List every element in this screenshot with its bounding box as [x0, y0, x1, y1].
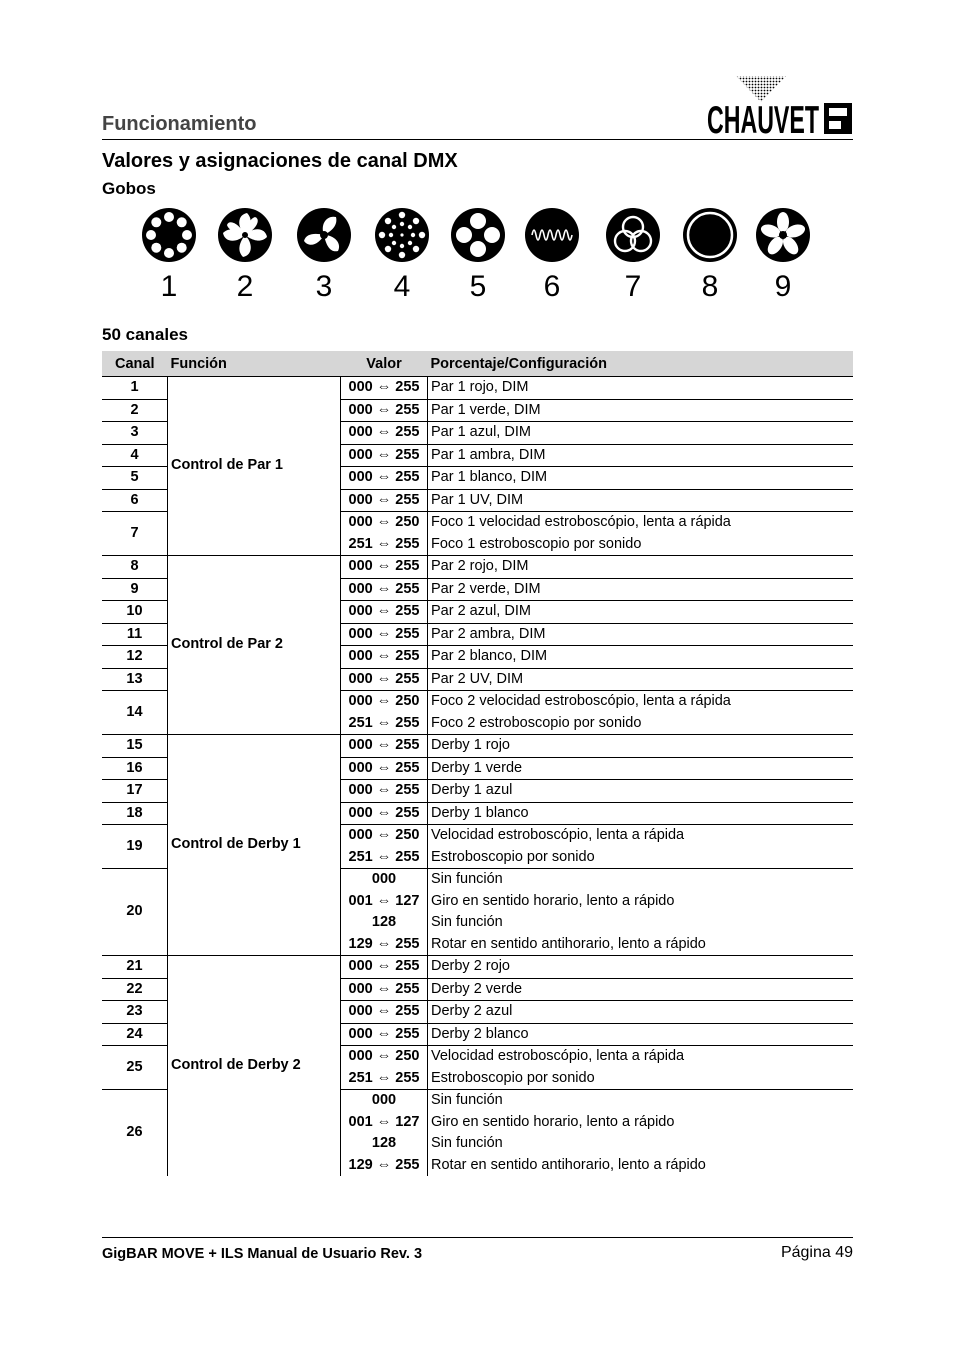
value-description: Velocidad estroboscópio, lenta a rápida: [428, 1046, 854, 1068]
gobo-number: 7: [624, 270, 642, 303]
gobo-item: [681, 207, 739, 303]
value-range: 251 ⇔ 255: [341, 534, 428, 556]
channel-number: 13: [102, 668, 168, 691]
value-range: 000 ⇔ 250: [341, 691, 428, 713]
value-range: 000 ⇔ 255: [341, 956, 428, 979]
channel-number: 25: [102, 1046, 168, 1090]
value-description: Giro en sentido horario, lento a rápido: [431, 1113, 675, 1130]
gobo-item: [373, 207, 431, 303]
value-description: Sin función: [431, 1135, 503, 1151]
channel-number: 26: [102, 1090, 168, 1177]
gobo-ring-icon: [682, 207, 738, 263]
value-range: 128: [341, 1133, 428, 1155]
channel-number: 22: [102, 978, 168, 1001]
header-canal: Canal: [102, 351, 168, 377]
gobo-number: 9: [774, 270, 792, 303]
value-description: Derby 2 blanco: [428, 1023, 854, 1046]
table-row: [102, 956, 853, 979]
value-description: Foco 2 estroboscopio por sonido: [431, 714, 642, 731]
value-description: Derby 1 verde: [428, 757, 854, 780]
gobo-item: [216, 207, 274, 303]
table-header-row: [102, 351, 853, 377]
value-description: Par 2 ambra, DIM: [428, 623, 854, 646]
channel-number: 5: [102, 467, 168, 490]
value-description: Par 2 rojo, DIM: [428, 556, 854, 579]
gobo-item: [754, 207, 812, 303]
gobo-number: 3: [315, 270, 333, 303]
value-description: Par 1 ambra, DIM: [428, 444, 854, 467]
channel-number: 24: [102, 1023, 168, 1046]
value-range: 251 ⇔ 255: [341, 1068, 428, 1090]
value-range: 000 ⇔ 255: [341, 422, 428, 445]
chauvet-dj-logo: [706, 74, 854, 142]
value-description: Foco 2 velocidad estroboscópio, lenta a rápida: [428, 691, 854, 713]
value-range: 000 ⇔ 250: [341, 1046, 428, 1068]
header-valor: Valor: [341, 351, 428, 377]
table-row: [102, 377, 853, 400]
value-range: 000 ⇔ 255: [341, 467, 428, 490]
gobo-list: [140, 207, 820, 307]
value-description: Sin función: [431, 914, 503, 930]
value-range: 000 ⇔ 255: [341, 578, 428, 601]
value-description: Par 2 verde, DIM: [428, 578, 854, 601]
value-description: Rotar en sentido antihorario, lento a rápido: [431, 1156, 706, 1173]
value-description: Par 1 rojo, DIM: [428, 377, 854, 400]
value-range: 000 ⇔ 255: [341, 1001, 428, 1024]
table-heading: 50 canales: [102, 325, 189, 344]
channel-number: 23: [102, 1001, 168, 1024]
value-range: 000 ⇔ 255: [341, 668, 428, 691]
channel-number: 12: [102, 646, 168, 669]
channel-number: 7: [102, 512, 168, 556]
value-range: 000 ⇔ 255: [341, 646, 428, 669]
value-range: 000 ⇔ 255: [341, 489, 428, 512]
channel-number: 8: [102, 556, 168, 579]
value-description: Estroboscopio por sonido: [431, 1069, 595, 1086]
gobo-number: 4: [393, 270, 411, 303]
value-description: Foco 1 estroboscopio por sonido: [431, 535, 642, 552]
table-body: [102, 377, 853, 1177]
value-description: Rotar en sentido antihorario, lento a rápido: [431, 935, 706, 952]
gobo-number: 2: [236, 270, 254, 303]
gobo-item: [523, 207, 581, 303]
channel-number: 17: [102, 780, 168, 803]
value-description: Foco 1 velocidad estroboscópio, lenta a rápida: [428, 512, 854, 534]
value-description: Par 1 verde, DIM: [428, 399, 854, 422]
channel-number: 11: [102, 623, 168, 646]
channel-number: 18: [102, 802, 168, 825]
gobo-triple-ring-icon: [605, 207, 661, 263]
value-description: Derby 2 azul: [428, 1001, 854, 1024]
function-name: Control de Par 1: [168, 377, 341, 556]
value-range: 000 ⇔ 250: [341, 512, 428, 534]
channel-number: 10: [102, 601, 168, 624]
gobo-wave-icon: [524, 207, 580, 263]
value-range: 000 ⇔ 255: [341, 978, 428, 1001]
value-description: Par 1 blanco, DIM: [428, 467, 854, 490]
value-description: Derby 1 blanco: [428, 802, 854, 825]
value-range: 129 ⇔ 255: [341, 1155, 428, 1177]
channel-number: 2: [102, 399, 168, 422]
value-range: 129 ⇔ 255: [341, 934, 428, 956]
value-range: 001 ⇔ 127: [341, 891, 428, 913]
value-range: 000 ⇔ 255: [341, 780, 428, 803]
value-description: Par 2 azul, DIM: [428, 601, 854, 624]
value-range: 000 ⇔ 255: [341, 1023, 428, 1046]
gobo-four-circles-icon: [450, 207, 506, 263]
table-row: [102, 556, 853, 579]
channel-number: 6: [102, 489, 168, 512]
value-description: Derby 2 rojo: [428, 956, 854, 979]
value-range: 000 ⇔ 255: [341, 377, 428, 400]
value-description: Derby 1 rojo: [428, 735, 854, 758]
value-description: Par 1 azul, DIM: [428, 422, 854, 445]
channel-number: 4: [102, 444, 168, 467]
page-number: Página 49: [780, 1244, 853, 1261]
value-range: 251 ⇔ 255: [341, 713, 428, 735]
svg-text:CHAUVET: CHAUVET: [707, 99, 820, 142]
value-description: Derby 2 verde: [428, 978, 854, 1001]
value-range: 001 ⇔ 127: [341, 1112, 428, 1134]
header-porcentaje: Porcentaje/Configuración: [428, 351, 854, 377]
channel-number: 9: [102, 578, 168, 601]
gobo-starburst-icon: [374, 207, 430, 263]
table-row: [102, 735, 853, 758]
gobo-item: [449, 207, 507, 303]
dmx-channel-table: [102, 351, 853, 1176]
channel-number: 1: [102, 377, 168, 400]
header-rule: [102, 139, 853, 140]
value-description: Giro en sentido horario, lento a rápido: [431, 892, 675, 909]
channel-number: 20: [102, 869, 168, 956]
value-range: 000: [341, 1090, 428, 1112]
gobos-heading: Gobos: [102, 179, 156, 198]
channel-number: 19: [102, 825, 168, 869]
value-range: 251 ⇔ 255: [341, 847, 428, 869]
gobo-number: 1: [160, 270, 178, 303]
channel-number: 21: [102, 956, 168, 979]
value-range: 000 ⇔ 255: [341, 399, 428, 422]
gobo-pinwheel-icon: [217, 207, 273, 263]
value-range: 000 ⇔ 255: [341, 601, 428, 624]
gobo-item: [140, 207, 198, 303]
gobo-item: [295, 207, 353, 303]
value-description: Par 2 UV, DIM: [428, 668, 854, 691]
function-name: Control de Derby 1: [168, 735, 341, 956]
value-range: 128: [341, 912, 428, 934]
channel-number: 15: [102, 735, 168, 758]
value-range: 000 ⇔ 255: [341, 757, 428, 780]
gobo-number: 6: [543, 270, 561, 303]
value-description: Par 2 blanco, DIM: [428, 646, 854, 669]
value-description: Derby 1 azul: [428, 780, 854, 803]
function-name: Control de Derby 2: [168, 956, 341, 1177]
gobo-dots-ring-icon: [141, 207, 197, 263]
page-title: Valores y asignaciones de canal DMX: [102, 150, 458, 172]
value-description: Sin función: [428, 1090, 854, 1112]
channel-number: 16: [102, 757, 168, 780]
value-description: Estroboscopio por sonido: [431, 848, 595, 865]
value-range: 000 ⇔ 250: [341, 825, 428, 847]
value-range: 000 ⇔ 255: [341, 623, 428, 646]
gobo-swirl-icon: [296, 207, 352, 263]
gobo-item: [604, 207, 662, 303]
value-range: 000 ⇔ 255: [341, 556, 428, 579]
value-range: 000 ⇔ 255: [341, 444, 428, 467]
footer-rule: [102, 1237, 853, 1238]
value-range: 000 ⇔ 255: [341, 735, 428, 758]
footer-manual-title: GigBAR MOVE + ILS Manual de Usuario Rev. 3: [102, 1246, 423, 1262]
value-range: 000 ⇔ 255: [341, 802, 428, 825]
channel-number: 14: [102, 691, 168, 735]
channel-number: 3: [102, 422, 168, 445]
gobo-number: 5: [469, 270, 487, 303]
section-title: Funcionamiento: [102, 113, 257, 135]
value-range: 000: [341, 869, 428, 891]
header-funcion: Función: [168, 351, 341, 377]
gobo-flower-icon: [755, 207, 811, 263]
gobo-number: 8: [701, 270, 719, 303]
function-name: Control de Par 2: [168, 556, 341, 735]
value-description: Sin función: [428, 869, 854, 891]
value-description: Par 1 UV, DIM: [428, 489, 854, 512]
value-description: Velocidad estroboscópio, lenta a rápida: [428, 825, 854, 847]
